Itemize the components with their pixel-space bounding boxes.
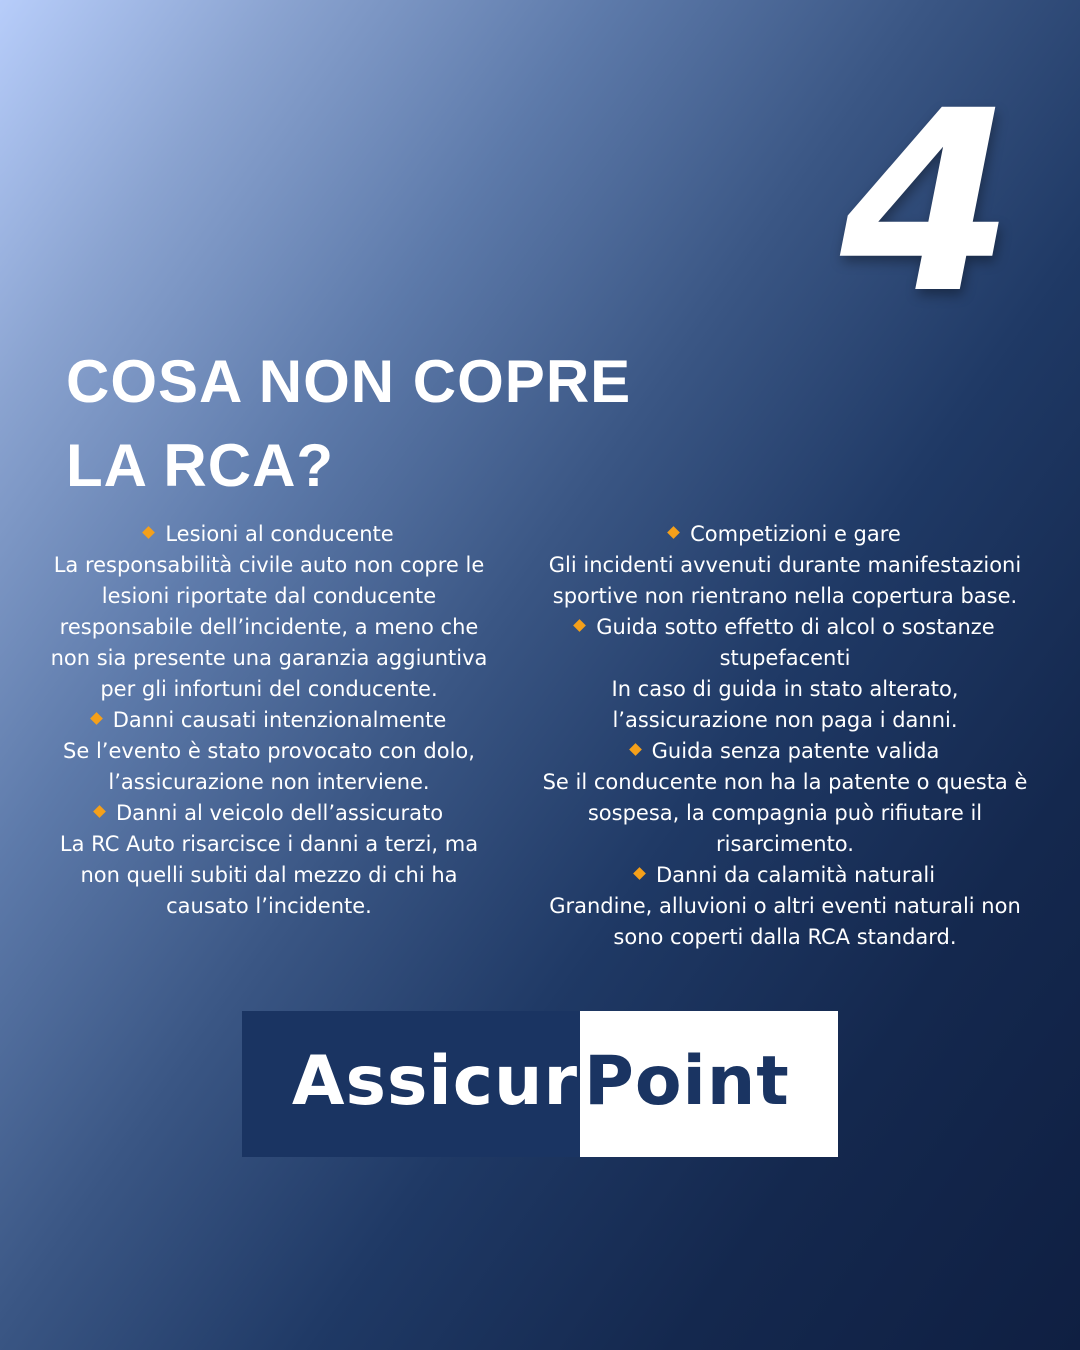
- list-item: [540, 612, 1030, 736]
- assicurpoint-logo: [242, 1011, 838, 1157]
- item-heading: Lesioni al conducente: [165, 522, 394, 546]
- list-item: [540, 736, 1030, 860]
- diamond-bullet-icon: [93, 805, 106, 818]
- item-heading-row: [540, 519, 1030, 550]
- left-column: [48, 519, 490, 922]
- logo-text-point: Point: [584, 1042, 790, 1121]
- diamond-bullet-icon: [573, 619, 586, 632]
- diamond-bullet-icon: [90, 712, 103, 725]
- item-heading-row: [48, 798, 490, 829]
- item-heading-row: [48, 705, 490, 736]
- logo-text-assicur: Assicur: [291, 1042, 578, 1121]
- item-heading: Danni causati intenzionalmente: [112, 708, 447, 732]
- list-item: [48, 798, 490, 922]
- diamond-bullet-icon: [667, 526, 680, 539]
- item-description: Grandine, alluvioni o altri eventi naturali non sono coperti dalla RCA standard.: [549, 894, 1021, 949]
- list-item: [48, 705, 490, 798]
- right-column: [540, 519, 1030, 953]
- item-description: In caso di guida in stato alterato, l’assicurazione non paga i danni.: [611, 677, 959, 732]
- item-heading: Danni al veicolo dell’assicurato: [115, 801, 444, 825]
- title-line-1: COSA NON COPRE: [66, 348, 632, 415]
- list-item: [48, 519, 490, 705]
- diamond-bullet-icon: [633, 867, 646, 880]
- item-heading: Danni da calamità naturali: [655, 863, 936, 887]
- item-heading: Guida senza patente valida: [651, 739, 940, 763]
- item-heading-row: [540, 860, 1030, 891]
- diamond-bullet-icon: [629, 743, 642, 756]
- item-heading-row: [48, 519, 490, 550]
- logo-navy-block: [242, 1011, 580, 1157]
- slide-number: 4: [840, 57, 1010, 348]
- item-heading: Competizioni e gare: [690, 522, 901, 546]
- item-heading-row: [540, 612, 1030, 674]
- title-line-2: LA RCA?: [66, 432, 335, 499]
- item-heading: Guida sotto effetto di alcol o sostanze stupefacenti: [596, 615, 995, 670]
- item-heading-row: [540, 736, 1030, 767]
- item-description: Se il conducente non ha la patente o questa è sospesa, la compagnia può rifiutare il risarcimento.: [542, 770, 1028, 856]
- slide-title: [66, 340, 631, 508]
- list-item: [540, 860, 1030, 953]
- item-description: La RC Auto risarcisce i danni a terzi, ma non quelli subiti dal mezzo di chi ha causato l’incidente.: [59, 832, 479, 918]
- item-description: La responsabilità civile auto non copre le lesioni riportate dal conducente responsabile dell’incidente, a meno che non sia presente una garanzia aggiuntiva per gli infortuni del conducente.: [50, 553, 488, 701]
- logo-white-block: [580, 1011, 838, 1157]
- item-description: Gli incidenti avvenuti durante manifestazioni sportive non rientrano nella copertura base.: [548, 553, 1022, 608]
- item-description: Se l’evento è stato provocato con dolo, l’assicurazione non interviene.: [63, 739, 475, 794]
- diamond-bullet-icon: [142, 526, 155, 539]
- list-item: [540, 519, 1030, 612]
